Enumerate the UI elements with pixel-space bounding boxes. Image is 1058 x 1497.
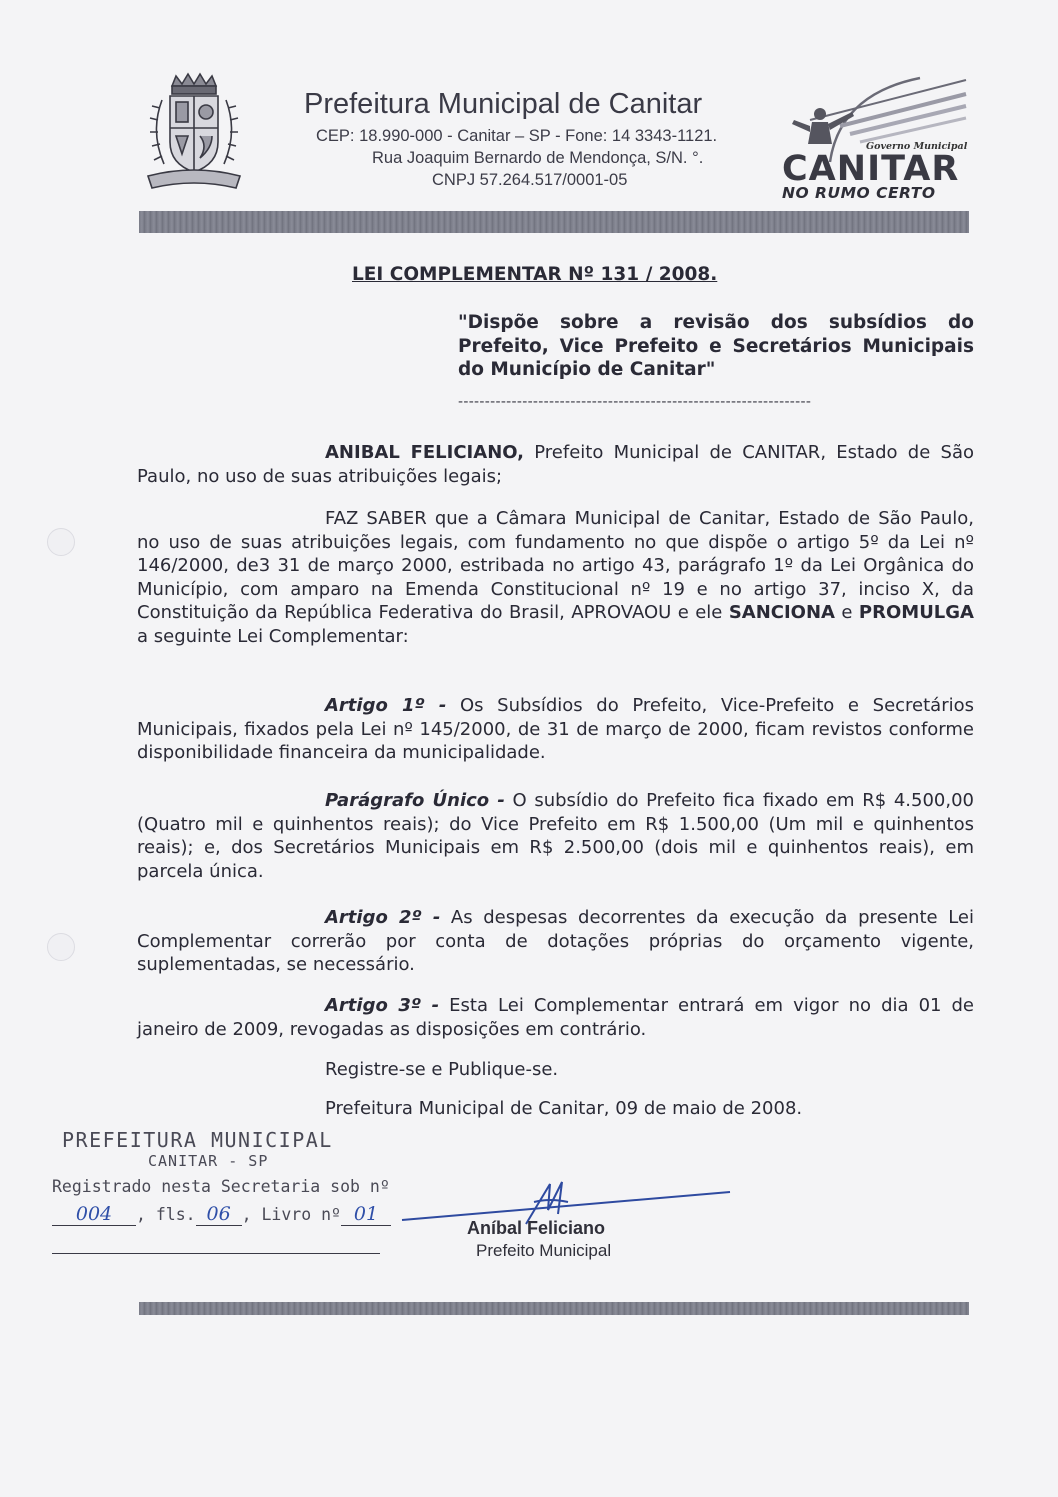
stamp-underline xyxy=(52,1253,380,1254)
stamp-registration-label: Registrado nesta Secretaria sob nº xyxy=(52,1177,390,1196)
logo-slogan: NO RUMO CERTO xyxy=(782,184,936,202)
header-cep-phone: CEP: 18.990-000 - Canitar – SP - Fone: 14 3343-1121. xyxy=(316,127,718,145)
law-title: LEI COMPLEMENTAR Nº 131 / 2008. xyxy=(352,264,718,285)
logo-government-label: Governo Municipal xyxy=(866,141,968,152)
signatory-name: Aníbal Feliciano xyxy=(467,1218,606,1238)
date-line: Prefeitura Municipal de Canitar, 09 de maio de 2008. xyxy=(325,1098,803,1119)
stamp-livro: 01 xyxy=(341,1203,391,1226)
header-divider-bar xyxy=(139,211,969,233)
paragrafo-unico: Parágrafo Único - O subsídio do Prefeito fica fixado em R$ 4.500,00 (Quatro mil e quinhentos reais); do Vice Prefeito em R$ 1.500,00 (Um mil e quinhentos reais); e, dos Secretários Municipais em R$ 2.500,00 (dois mil e quinhentos reais), em parcela única. xyxy=(137,790,974,882)
header-cnpj: CNPJ 57.264.517/0001-05 xyxy=(432,171,628,189)
registre-line: Registre-se e Publique-se. xyxy=(325,1059,559,1080)
header-title: Prefeitura Municipal de Canitar xyxy=(304,88,703,120)
sanciona-text: SANCIONA xyxy=(728,602,835,623)
municipal-crest-icon xyxy=(142,72,246,196)
stamp-city: CANITAR - SP xyxy=(148,1152,269,1170)
stamp-registration-fields: 004 , fls. 06 , Livro nº 01 xyxy=(52,1203,391,1226)
footer-divider-bar xyxy=(139,1302,969,1315)
artigo-2: Artigo 2º - As despesas decorrentes da execução da presente Lei Complementar correrão por conta de dotações próprias do orçamento vigente, suplementadas, se necessário. xyxy=(137,907,974,975)
artigo-3-label: Artigo 3º - xyxy=(325,995,440,1016)
paragrafo-unico-label: Parágrafo Único - xyxy=(325,790,505,811)
faz-saber-paragraph: FAZ SABER que a Câmara Municipal de Canitar, Estado de São Paulo, no uso de suas atribuições legais, com fundamento no que dispõe o artigo 5º da Lei nº 146/2000, de3 31 de março 2000, estribada no artigo 43, parágrafo 1º da Lei Orgânica do Município, com amparo na Emenda Constitucional nº 19 e no artigo 37, inciso X, da Constituição da República Federativa do Brasil, APROVAOU e ele SANCIONA e PROMULGA a seguinte Lei Complementar: xyxy=(137,508,974,647)
artigo-1: Artigo 1º - Os Subsídios do Prefeito, Vice-Prefeito e Secretários Municipais, fixados pela Lei nº 145/2000, de 31 de março de 2000, ficam revistos conforme disponibilidade financeira da municipalidade. xyxy=(137,695,975,763)
ementa-separator: ------------------------------------------------------------------ xyxy=(458,394,812,410)
hole-punch-mark xyxy=(47,528,75,556)
stamp-number: 004 xyxy=(52,1203,136,1226)
stamp-fls: 06 xyxy=(196,1203,242,1226)
intro-paragraph: ANIBAL FELICIANO, Prefeito Municipal de CANITAR, Estado de São Paulo, no uso de suas atribuições legais; xyxy=(137,442,974,487)
artigo-3: Artigo 3º - Esta Lei Complementar entrará em vigor no dia 01 de janeiro de 2009, revogadas as disposições em contrário. xyxy=(137,995,975,1040)
promulga-text: PROMULGA xyxy=(858,602,974,623)
mayor-name: ANIBAL FELICIANO, xyxy=(325,442,524,463)
stamp-title: PREFEITURA MUNICIPAL xyxy=(62,1128,333,1152)
signatory-role: Prefeito Municipal xyxy=(476,1241,612,1260)
hole-punch-mark xyxy=(47,933,75,961)
header-address: Rua Joaquim Bernardo de Mendonça, S/N. °. xyxy=(372,149,704,167)
law-ementa: "Dispõe sobre a revisão dos subsídios do Prefeito, Vice Prefeito e Secretários Municipais do Município de Canitar" xyxy=(458,312,974,380)
artigo-1-label: Artigo 1º - xyxy=(325,695,447,716)
artigo-2-label: Artigo 2º - xyxy=(325,907,441,928)
logo-name: CANITAR xyxy=(782,149,960,189)
